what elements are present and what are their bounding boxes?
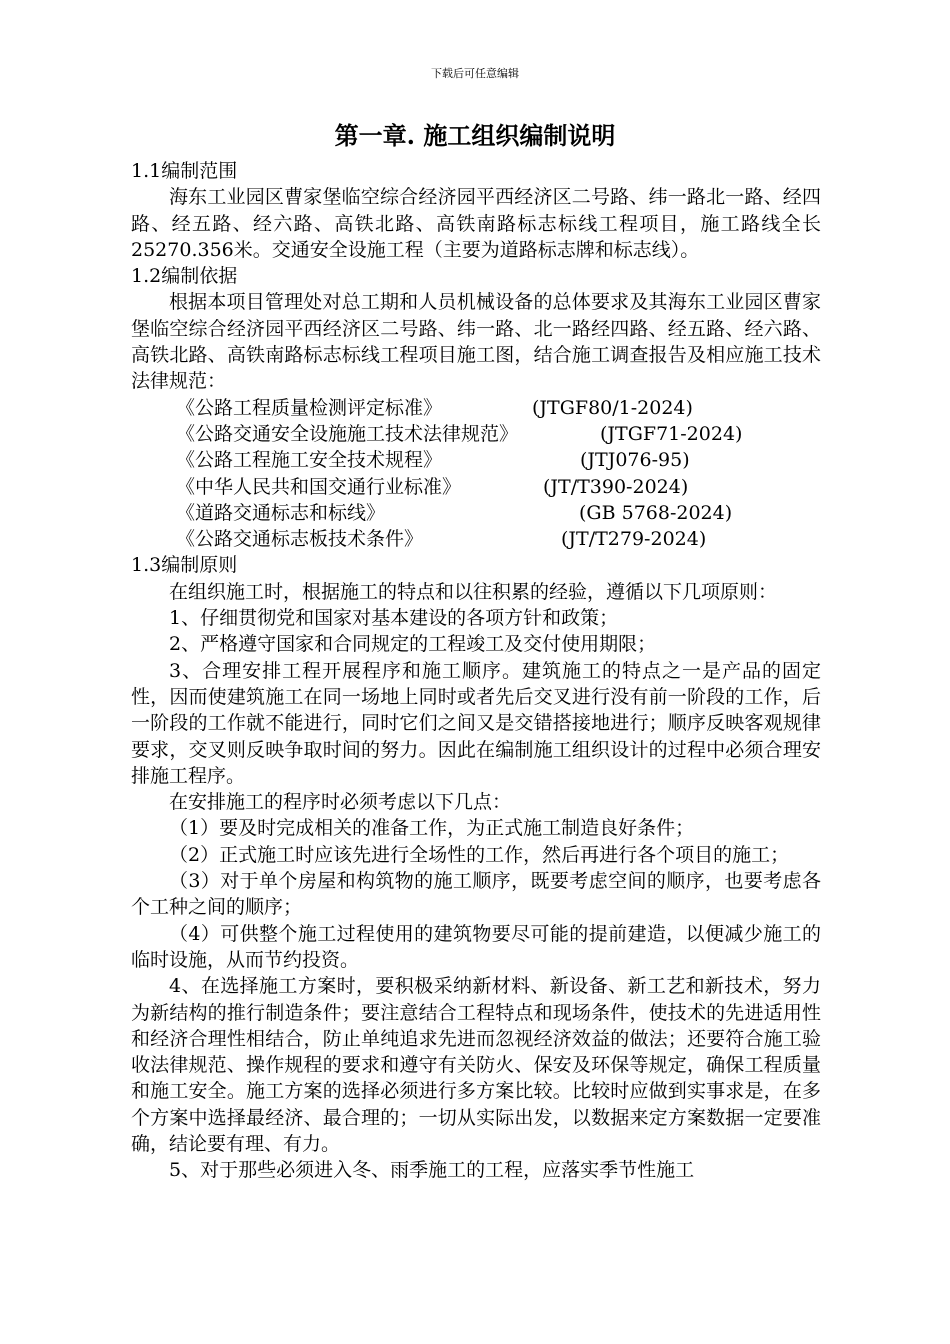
section-heading-1-3: 1.3编制原则 xyxy=(131,554,238,577)
principle-paragraph: 4、在选择施工方案时，要积极采纳新材料、新设备、新工艺和新技术，努力为新结构的推行制造条件；要注意结合工程特点和现场条件，使技术的先进适用性和经济合理性相结合，防止单纯追求先进而忽视经济效益的做法；还要符合施工验收法律规范、操作规程的要求和遵守有关防火、保安及环保等规定，确保工程质量和施工安全。施工方案的选择必须进行多方案比较。比较时应做到实事求是，在多个方案中选择最经济、最合理的；一切从实际出发，以数据来定方案数据一定要准确，结论要有理、有力。 xyxy=(131,975,821,1155)
principle-paragraph: （2）正式施工时应该先进行全场性的工作，然后再进行各个项目的施工； xyxy=(169,843,790,866)
standard-code: (JTGF80/1-2024) xyxy=(532,396,693,419)
standard-name: 《中华人民共和国交通行业标准》 xyxy=(176,475,462,498)
principle-paragraph: （1）要及时完成相关的准备工作，为正式施工制造良好条件； xyxy=(169,817,695,840)
standard-item xyxy=(131,474,821,500)
standard-name: 《公路工程质量检测评定标准》 xyxy=(176,396,443,419)
basis-paragraph: 根据本项目管理处对总工期和人员机械设备的总体要求及其海东工业园区曹家堡临空综合经济园平西经济区二号路、纬一路、北一路经四路、经五路、经六路、高铁北路、高铁南路标志标线工程项目施工图，结合施工调查报告及相应施工技术法律规范： xyxy=(131,291,821,393)
standard-code: (JTJ076-95) xyxy=(580,449,690,472)
chapter-title: 第一章. 施工组织编制说明 xyxy=(334,121,616,150)
scope-paragraph: 海东工业园区曹家堡临空综合经济园平西经济区二号路、纬一路北一路、经四路、经五路、经六路、高铁北路、高铁南路标志标线工程项目，施工路线全长25270.356米。交通安全设施工程（主要为道路标志牌和标志线）。 xyxy=(131,186,821,261)
principle-paragraph: 在组织施工时，根据施工的特点和以往积累的经验，遵循以下几项原则： xyxy=(169,580,778,603)
standard-item xyxy=(131,395,821,421)
standard-name: 《道路交通标志和标线》 xyxy=(176,501,386,524)
principle-paragraph: 在安排施工的程序时必须考虑以下几点： xyxy=(169,791,512,814)
standard-code: (JT/T390-2024) xyxy=(543,475,689,498)
standard-code: (JTGF71-2024) xyxy=(600,422,743,445)
principle-paragraph: 1、仔细贯彻党和国家对基本建设的各项方针和政策； xyxy=(169,607,619,630)
standard-name: 《公路交通安全设施施工技术法律规范》 xyxy=(176,422,519,445)
standard-item xyxy=(131,421,821,447)
standards-list xyxy=(131,395,821,553)
page-header: 下载后可任意编辑 xyxy=(431,67,519,80)
principle-paragraph: 5、对于那些必须进入冬、雨季施工的工程，应落实季节性施工 xyxy=(169,1159,695,1182)
principle-paragraph: （3）对于单个房屋和构筑物的施工顺序，既要考虑空间的顺序，也要考虑各个工种之间的顺序； xyxy=(131,870,821,919)
standard-code: (GB 5768-2024) xyxy=(579,501,733,524)
standard-item xyxy=(131,500,821,526)
standard-item xyxy=(131,447,821,473)
standard-name: 《公路交通标志板技术条件》 xyxy=(176,528,424,551)
standard-code: (JT/T279-2024) xyxy=(561,528,707,551)
document-body xyxy=(131,158,821,1184)
section-heading-1-2: 1.2编制依据 xyxy=(131,265,238,288)
principle-paragraph: 3、合理安排工程开展程序和施工顺序。建筑施工的特点之一是产品的固定性，因而使建筑施工在同一场地上同时或者先后交叉进行没有前一阶段的工作，后一阶段的工作就不能进行，同时它们之间又是交错搭接地进行；顺序反映客观规律要求，交叉则反映争取时间的努力。因此在编制施工组织设计的过程中必须合理安排施工程序。 xyxy=(131,659,821,787)
principle-paragraph: 2、严格遵守国家和合同规定的工程竣工及交付使用期限； xyxy=(169,633,657,656)
section-heading-1-1: 1.1编制范围 xyxy=(131,160,238,182)
standard-item xyxy=(131,526,821,552)
standard-name: 《公路工程施工安全技术规程》 xyxy=(176,449,443,472)
principle-paragraph: （4）可供整个施工过程使用的建筑物要尽可能的提前建造，以便减少施工的临时设施，从而节约投资。 xyxy=(131,922,821,971)
